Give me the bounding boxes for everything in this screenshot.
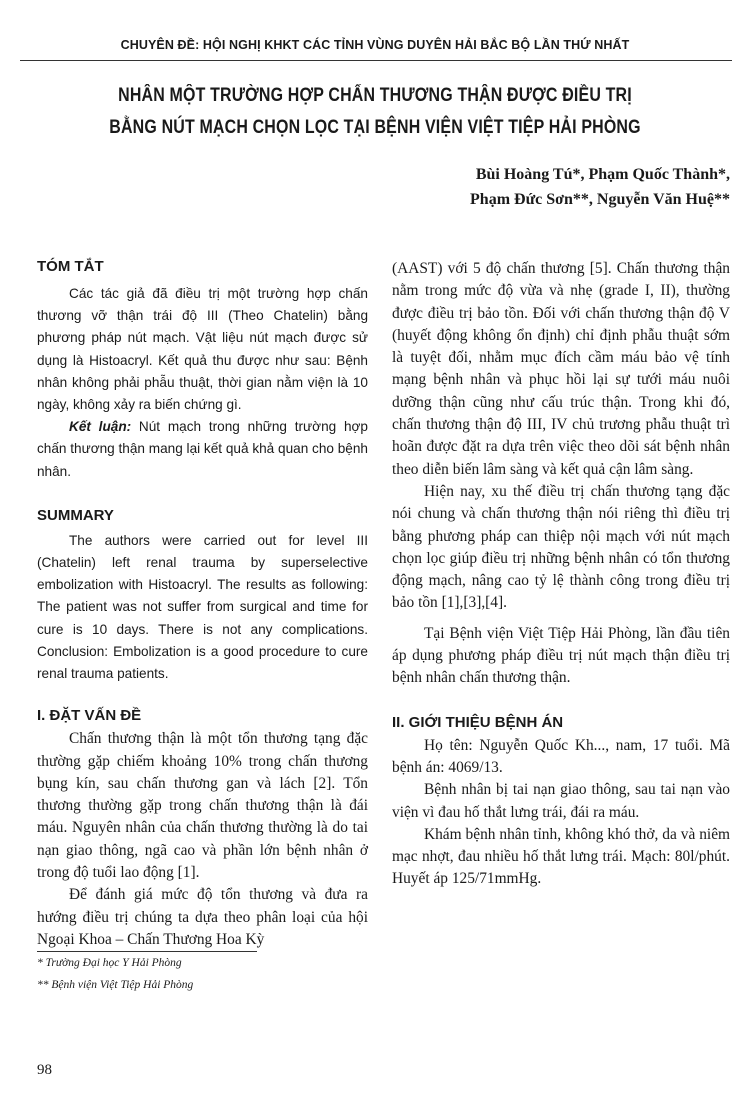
header-rule	[20, 60, 732, 61]
abstract-heading: TÓM TẮT	[37, 258, 104, 275]
right-column	[392, 258, 730, 891]
summary-body: The authors were carried out for level III (Chatelin) left renal trauma by superselective embolization with Histoacryl. The results as following: The patient was not suffer from surgical and time for cure is 10 days. There is not any complications. Conclusion: Embolization is a good procedure to cure renal trauma patients.	[37, 532, 368, 682]
section-2-paragraph-3: Khám bệnh nhân tỉnh, không khó thở, da và niêm mạc nhợt, đau nhiều hố thắt lưng trái. Mạch: 80l/phút. Huyết áp 125/71mmHg.	[392, 825, 730, 888]
page-number: 98	[37, 1062, 52, 1078]
running-head: CHUYÊN ĐỀ: HỘI NGHỊ KHKT CÁC TỈNH VÙNG DUYÊN HẢI BẮC BỘ LẦN THỨ NHẤT	[120, 38, 630, 52]
section-1-paragraph-3: Hiện nay, xu thế điều trị chấn thương tạng đặc nói chung và chấn thương thận nói riêng thì điều trị bằng phương pháp can thiệp nội mạch với nút mạch chọn lọc giúp điều trị những bệnh nhân có tổn thương động mạch, nâng cao tỷ lệ thành công trong điều trị bảo tồn [1],[3],[4].	[392, 482, 730, 612]
section-2-paragraph-1: Họ tên: Nguyễn Quốc Kh..., nam, 17 tuổi. Mã bệnh án: 4069/13.	[392, 736, 730, 776]
section-1-paragraph-1: Chấn thương thận là một tổn thương tạng đặc thường gặp chiếm khoảng 10% trong chấn thương bụng kín, sau chấn thương gan và lách [2]. Tổn thương thường gặp trong chấn thương thận là đái máu. Nguyên nhân của chấn thương thường là do tai nạn giao thông, ngã cao và phần lớn bệnh nhân ở trong độ tuổi lao động [1].	[37, 730, 368, 882]
left-column	[37, 258, 368, 996]
conclusion-text: Nút mạch trong những trường hợp chấn thương thận mang lại kết quả khả quan cho bệnh nhân.	[37, 419, 368, 479]
footnote-1: * Trường Đại học Y Hải Phòng	[37, 957, 182, 970]
section-2-paragraph-2: Bệnh nhân bị tai nạn giao thông, sau tai nạn vào viện vì đau hố thắt lưng trái, đái ra máu.	[392, 781, 730, 821]
footnote-2: ** Bệnh viện Việt Tiệp Hải Phòng	[37, 979, 194, 992]
article-title	[60, 80, 690, 144]
summary-heading: SUMMARY	[37, 506, 114, 524]
title-line-1: NHÂN MỘT TRƯỜNG HỢP CHẤN THƯƠNG THẬN ĐƯỢC ĐIỀU TRỊ	[118, 85, 632, 106]
section-1-paragraph-2: Để đánh giá mức độ tổn thương và đưa ra hướng điều trị chúng ta dựa theo phân loại của hội Ngoại Khoa – Chấn Thương Hoa Kỳ	[37, 886, 368, 948]
section-1-heading: I. ĐẶT VẤN ĐỀ	[37, 707, 142, 725]
authors-line-2: Phạm Đức Sơn**, Nguyễn Văn Huệ**	[470, 191, 730, 208]
author-list	[470, 162, 730, 212]
title-line-2: BẰNG NÚT MẠCH CHỌN LỌC TẠI BỆNH VIỆN VIỆT TIỆP HẢI PHÒNG	[109, 117, 641, 138]
abstract-conclusion	[37, 416, 368, 483]
authors-line-1: Bùi Hoàng Tú*, Phạm Quốc Thành*,	[475, 166, 730, 183]
conclusion-label: Kết luận:	[69, 419, 132, 435]
section-1-paragraph-4: Tại Bệnh viện Việt Tiệp Hải Phòng, lần đầu tiên áp dụng phương pháp điều trị nút mạch thận điều trị bệnh nhân chấn thương thận.	[392, 624, 730, 687]
section-2-heading: II. GIỚI THIỆU BỆNH ÁN	[392, 713, 564, 731]
section-1-paragraph-2-continued: (AAST) với 5 độ chấn thương [5]. Chấn thương thận nằm trong mức độ vừa và nhẹ (grade I, II), thường được điều trị bảo tồn. Đối với chấn thương thận độ V (huyết động không ổn định) chỉ định phẫu thuật sớm là tuyệt đối, nhằm mục đích cầm máu bảo vệ tính mạng bệnh nhân và phục hồi lại sự tưới máu nuôi dưỡng thận cũng như cấu trúc thận. Trong khi đó, chấn thương thận độ III, IV chủ trương phẫu thuật trì hoãn được đặt ra dựa trên việc theo dõi sát bệnh nhân theo diễn biến lâm sàng và kết quả cận lâm sàng.	[392, 260, 730, 478]
abstract-body: Các tác giả đã điều trị một trường hợp chấn thương vỡ thận trái độ III (Theo Chatelin) bằng phương pháp nút mạch. Vật liệu nút mạch được sử dụng là Histoacryl. Kết quả thu được như sau: Bệnh nhân không phải phẫu thuật, thời gian nằm viện là 10 ngày, không xảy ra biến chứng gì.	[37, 286, 368, 413]
